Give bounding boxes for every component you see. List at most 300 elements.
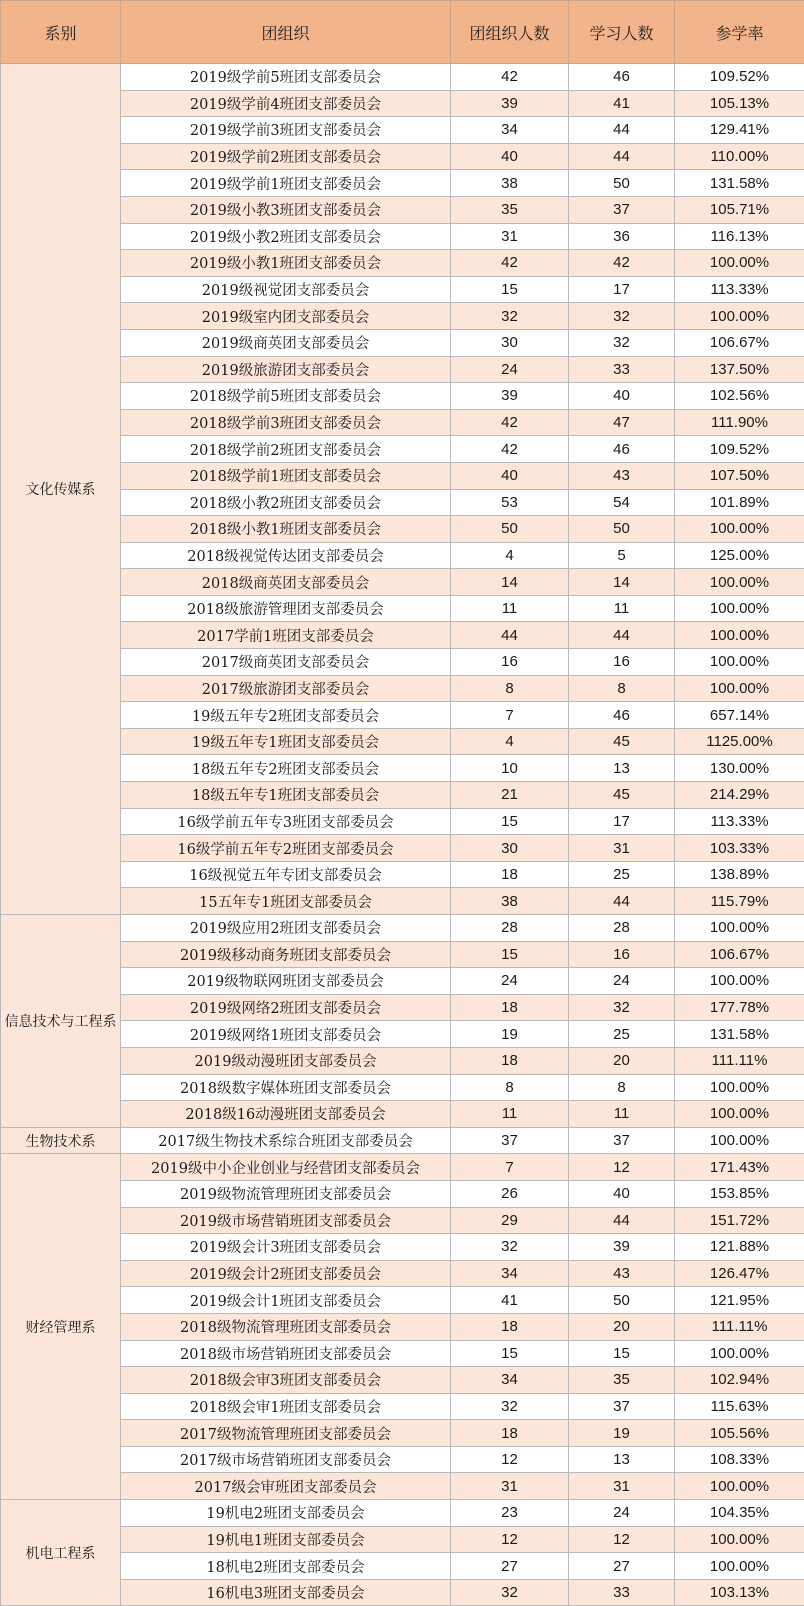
- rate-cell: 105.13%: [675, 90, 804, 117]
- table-row: [1, 915, 804, 942]
- org-count-cell: 18: [451, 861, 569, 888]
- org-count-cell: 34: [451, 1260, 569, 1287]
- table-row: [1, 1154, 804, 1181]
- study-count-cell: 24: [569, 968, 675, 995]
- study-count-cell: 44: [569, 888, 675, 915]
- org-name-cell: 2018级市场营销班团支部委员会: [121, 1340, 451, 1367]
- table-row: [1, 436, 804, 463]
- study-count-cell: 16: [569, 649, 675, 676]
- org-count-cell: 8: [451, 675, 569, 702]
- org-count-cell: 18: [451, 994, 569, 1021]
- rate-cell: 115.63%: [675, 1393, 804, 1420]
- org-name-cell: 2019级商英团支部委员会: [121, 329, 451, 356]
- rate-cell: 105.56%: [675, 1420, 804, 1447]
- study-count-cell: 13: [569, 755, 675, 782]
- study-count-cell: 35: [569, 1367, 675, 1394]
- study-count-cell: 50: [569, 170, 675, 197]
- table-row: [1, 1500, 804, 1527]
- dept-cell: 文化传媒系: [1, 64, 121, 915]
- study-count-cell: 31: [569, 835, 675, 862]
- org-name-cell: 15五年专1班团支部委员会: [121, 888, 451, 915]
- study-count-cell: 44: [569, 117, 675, 144]
- table-row: [1, 994, 804, 1021]
- rate-cell: 214.29%: [675, 782, 804, 809]
- table-row: [1, 276, 804, 303]
- rate-cell: 100.00%: [675, 1526, 804, 1553]
- org-name-cell: 2017级生物技术系综合班团支部委员会: [121, 1127, 451, 1154]
- rate-cell: 130.00%: [675, 755, 804, 782]
- table-row: [1, 941, 804, 968]
- table-row: [1, 489, 804, 516]
- rate-cell: 151.72%: [675, 1207, 804, 1234]
- org-count-cell: 31: [451, 223, 569, 250]
- header-rate: 参学率: [675, 1, 804, 64]
- org-name-cell: 16级视觉五年专团支部委员会: [121, 861, 451, 888]
- rate-cell: 100.00%: [675, 569, 804, 596]
- org-count-cell: 7: [451, 1154, 569, 1181]
- org-name-cell: 2019级网络2班团支部委员会: [121, 994, 451, 1021]
- rate-cell: 1125.00%: [675, 728, 804, 755]
- org-count-cell: 32: [451, 1579, 569, 1606]
- org-name-cell: 2019级网络1班团支部委员会: [121, 1021, 451, 1048]
- org-name-cell: 2018级小教1班团支部委员会: [121, 516, 451, 543]
- org-count-cell: 38: [451, 888, 569, 915]
- study-count-cell: 14: [569, 569, 675, 596]
- rate-cell: 113.33%: [675, 808, 804, 835]
- org-count-cell: 12: [451, 1526, 569, 1553]
- org-count-cell: 40: [451, 462, 569, 489]
- table-row: [1, 356, 804, 383]
- rate-cell: 109.52%: [675, 64, 804, 91]
- rate-cell: 106.67%: [675, 329, 804, 356]
- rate-cell: 100.00%: [675, 1074, 804, 1101]
- study-count-cell: 54: [569, 489, 675, 516]
- study-count-cell: 12: [569, 1154, 675, 1181]
- org-count-cell: 38: [451, 170, 569, 197]
- study-count-cell: 40: [569, 383, 675, 410]
- table-row: [1, 143, 804, 170]
- org-name-cell: 2019级应用2班团支部委员会: [121, 915, 451, 942]
- org-name-cell: 16级学前五年专2班团支部委员会: [121, 835, 451, 862]
- header-dept: 系别: [1, 1, 121, 64]
- table-row: [1, 1340, 804, 1367]
- table-row: [1, 595, 804, 622]
- table-row: [1, 782, 804, 809]
- study-count-cell: 17: [569, 808, 675, 835]
- table-row: [1, 250, 804, 277]
- org-name-cell: 2018级学前1班团支部委员会: [121, 462, 451, 489]
- table-row: [1, 622, 804, 649]
- rate-cell: 100.00%: [675, 250, 804, 277]
- study-count-cell: 8: [569, 1074, 675, 1101]
- org-name-cell: 2019级旅游团支部委员会: [121, 356, 451, 383]
- org-count-cell: 15: [451, 808, 569, 835]
- table-row: [1, 170, 804, 197]
- table-row: [1, 409, 804, 436]
- study-count-cell: 37: [569, 1393, 675, 1420]
- table-row: [1, 569, 804, 596]
- study-count-cell: 20: [569, 1313, 675, 1340]
- org-name-cell: 19机电1班团支部委员会: [121, 1526, 451, 1553]
- study-count-cell: 16: [569, 941, 675, 968]
- rate-cell: 102.56%: [675, 383, 804, 410]
- table-row: [1, 968, 804, 995]
- rate-cell: 108.33%: [675, 1446, 804, 1473]
- rate-cell: 171.43%: [675, 1154, 804, 1181]
- study-count-cell: 50: [569, 1287, 675, 1314]
- org-name-cell: 2019级会计3班团支部委员会: [121, 1234, 451, 1261]
- rate-cell: 101.89%: [675, 489, 804, 516]
- org-count-cell: 24: [451, 968, 569, 995]
- rate-cell: 153.85%: [675, 1180, 804, 1207]
- org-name-cell: 2017级物流管理班团支部委员会: [121, 1420, 451, 1447]
- table-row: [1, 861, 804, 888]
- org-name-cell: 2018级学前3班团支部委员会: [121, 409, 451, 436]
- study-count-cell: 24: [569, 1500, 675, 1527]
- org-name-cell: 2019级物联网班团支部委员会: [121, 968, 451, 995]
- org-name-cell: 2019级会计1班团支部委员会: [121, 1287, 451, 1314]
- study-count-cell: 39: [569, 1234, 675, 1261]
- org-name-cell: 2019级市场营销班团支部委员会: [121, 1207, 451, 1234]
- table-row: [1, 1127, 804, 1154]
- table-row: [1, 1287, 804, 1314]
- org-name-cell: 2017学前1班团支部委员会: [121, 622, 451, 649]
- table-row: [1, 1180, 804, 1207]
- table-body: [1, 64, 804, 1606]
- rate-cell: 105.71%: [675, 196, 804, 223]
- study-count-cell: 32: [569, 329, 675, 356]
- rate-cell: 100.00%: [675, 516, 804, 543]
- org-name-cell: 2017级会审班团支部委员会: [121, 1473, 451, 1500]
- org-name-cell: 16机电3班团支部委员会: [121, 1579, 451, 1606]
- org-count-cell: 30: [451, 329, 569, 356]
- org-count-cell: 12: [451, 1446, 569, 1473]
- rate-cell: 115.79%: [675, 888, 804, 915]
- rate-cell: 138.89%: [675, 861, 804, 888]
- rate-cell: 102.94%: [675, 1367, 804, 1394]
- table-row: [1, 1047, 804, 1074]
- table-row: [1, 1526, 804, 1553]
- table-row: [1, 1579, 804, 1606]
- study-count-cell: 17: [569, 276, 675, 303]
- org-count-cell: 19: [451, 1021, 569, 1048]
- table-row: [1, 808, 804, 835]
- study-count-cell: 15: [569, 1340, 675, 1367]
- org-name-cell: 2018级视觉传达团支部委员会: [121, 542, 451, 569]
- org-name-cell: 2018级会审3班团支部委员会: [121, 1367, 451, 1394]
- org-count-cell: 34: [451, 117, 569, 144]
- table-row: [1, 675, 804, 702]
- study-count-cell: 5: [569, 542, 675, 569]
- org-name-cell: 2017级商英团支部委员会: [121, 649, 451, 676]
- org-name-cell: 2019级会计2班团支部委员会: [121, 1260, 451, 1287]
- rate-cell: 111.90%: [675, 409, 804, 436]
- rate-cell: 107.50%: [675, 462, 804, 489]
- table-row: [1, 383, 804, 410]
- org-name-cell: 2019级学前3班团支部委员会: [121, 117, 451, 144]
- rate-cell: 100.00%: [675, 915, 804, 942]
- table-row: [1, 516, 804, 543]
- study-count-cell: 8: [569, 675, 675, 702]
- org-name-cell: 2019级移动商务班团支部委员会: [121, 941, 451, 968]
- rate-cell: 109.52%: [675, 436, 804, 463]
- rate-cell: 131.58%: [675, 170, 804, 197]
- org-count-cell: 41: [451, 1287, 569, 1314]
- dept-cell: 机电工程系: [1, 1500, 121, 1606]
- rate-cell: 103.33%: [675, 835, 804, 862]
- org-name-cell: 18级五年专2班团支部委员会: [121, 755, 451, 782]
- org-count-cell: 37: [451, 1127, 569, 1154]
- table-row: [1, 1420, 804, 1447]
- org-count-cell: 11: [451, 1101, 569, 1128]
- org-name-cell: 2018级数字媒体班团支部委员会: [121, 1074, 451, 1101]
- org-count-cell: 42: [451, 250, 569, 277]
- org-name-cell: 18机电2班团支部委员会: [121, 1553, 451, 1580]
- org-count-cell: 29: [451, 1207, 569, 1234]
- org-name-cell: 18级五年专1班团支部委员会: [121, 782, 451, 809]
- org-name-cell: 2018级16动漫班团支部委员会: [121, 1101, 451, 1128]
- study-count-cell: 50: [569, 516, 675, 543]
- org-name-cell: 2019级室内团支部委员会: [121, 303, 451, 330]
- org-count-cell: 50: [451, 516, 569, 543]
- org-name-cell: 2019级视觉团支部委员会: [121, 276, 451, 303]
- org-count-cell: 11: [451, 595, 569, 622]
- study-count-cell: 37: [569, 1127, 675, 1154]
- table-row: [1, 888, 804, 915]
- table-row: [1, 329, 804, 356]
- org-name-cell: 2019级学前2班团支部委员会: [121, 143, 451, 170]
- org-name-cell: 2019级中小企业创业与经营团支部委员会: [121, 1154, 451, 1181]
- org-count-cell: 42: [451, 409, 569, 436]
- org-count-cell: 32: [451, 1393, 569, 1420]
- org-name-cell: 19机电2班团支部委员会: [121, 1500, 451, 1527]
- org-count-cell: 30: [451, 835, 569, 862]
- dept-cell: 生物技术系: [1, 1127, 121, 1154]
- study-count-cell: 43: [569, 1260, 675, 1287]
- study-count-cell: 44: [569, 622, 675, 649]
- org-count-cell: 14: [451, 569, 569, 596]
- table-row: [1, 90, 804, 117]
- study-count-cell: 32: [569, 994, 675, 1021]
- org-count-cell: 24: [451, 356, 569, 383]
- org-name-cell: 2018级商英团支部委员会: [121, 569, 451, 596]
- table-row: [1, 702, 804, 729]
- study-count-cell: 33: [569, 1579, 675, 1606]
- rate-cell: 100.00%: [675, 595, 804, 622]
- rate-cell: 113.33%: [675, 276, 804, 303]
- org-count-cell: 26: [451, 1180, 569, 1207]
- org-count-cell: 4: [451, 728, 569, 755]
- org-name-cell: 2019级小教3班团支部委员会: [121, 196, 451, 223]
- org-name-cell: 19级五年专2班团支部委员会: [121, 702, 451, 729]
- rate-cell: 100.00%: [675, 968, 804, 995]
- org-name-cell: 2018级旅游管理团支部委员会: [121, 595, 451, 622]
- org-count-cell: 21: [451, 782, 569, 809]
- table-row: [1, 1101, 804, 1128]
- org-name-cell: 2019级学前5班团支部委员会: [121, 64, 451, 91]
- rate-cell: 116.13%: [675, 223, 804, 250]
- table-row: [1, 1021, 804, 1048]
- org-count-cell: 16: [451, 649, 569, 676]
- org-name-cell: 2018级学前2班团支部委员会: [121, 436, 451, 463]
- org-name-cell: 2019级小教1班团支部委员会: [121, 250, 451, 277]
- org-count-cell: 42: [451, 436, 569, 463]
- dept-cell: 财经管理系: [1, 1154, 121, 1500]
- table-row: [1, 755, 804, 782]
- org-count-cell: 32: [451, 1234, 569, 1261]
- rate-cell: 121.95%: [675, 1287, 804, 1314]
- rate-cell: 137.50%: [675, 356, 804, 383]
- org-count-cell: 35: [451, 196, 569, 223]
- org-name-cell: 2018级物流管理班团支部委员会: [121, 1313, 451, 1340]
- study-count-cell: 33: [569, 356, 675, 383]
- rate-cell: 111.11%: [675, 1047, 804, 1074]
- table-row: [1, 1207, 804, 1234]
- study-count-cell: 46: [569, 64, 675, 91]
- study-count-cell: 45: [569, 728, 675, 755]
- table-row: [1, 542, 804, 569]
- rate-cell: 110.00%: [675, 143, 804, 170]
- org-count-cell: 44: [451, 622, 569, 649]
- rate-cell: 657.14%: [675, 702, 804, 729]
- rate-cell: 100.00%: [675, 1340, 804, 1367]
- org-count-cell: 18: [451, 1047, 569, 1074]
- rate-cell: 100.00%: [675, 1127, 804, 1154]
- table-row: [1, 1446, 804, 1473]
- org-count-cell: 7: [451, 702, 569, 729]
- org-count-cell: 42: [451, 64, 569, 91]
- study-count-cell: 11: [569, 595, 675, 622]
- rate-cell: 103.13%: [675, 1579, 804, 1606]
- org-name-cell: 2017级市场营销班团支部委员会: [121, 1446, 451, 1473]
- rate-cell: 100.00%: [675, 1101, 804, 1128]
- org-name-cell: 2018级小教2班团支部委员会: [121, 489, 451, 516]
- rate-cell: 129.41%: [675, 117, 804, 144]
- table-row: [1, 835, 804, 862]
- table-row: [1, 462, 804, 489]
- org-count-cell: 39: [451, 90, 569, 117]
- org-name-cell: 19级五年专1班团支部委员会: [121, 728, 451, 755]
- org-count-cell: 10: [451, 755, 569, 782]
- rate-cell: 106.67%: [675, 941, 804, 968]
- study-count-cell: 32: [569, 303, 675, 330]
- rate-cell: 100.00%: [675, 303, 804, 330]
- study-count-cell: 31: [569, 1473, 675, 1500]
- rate-cell: 177.78%: [675, 994, 804, 1021]
- table-row: [1, 1313, 804, 1340]
- org-count-cell: 15: [451, 941, 569, 968]
- study-count-cell: 47: [569, 409, 675, 436]
- table-row: [1, 1234, 804, 1261]
- study-count-cell: 42: [569, 250, 675, 277]
- study-count-cell: 43: [569, 462, 675, 489]
- study-count-cell: 41: [569, 90, 675, 117]
- header-org: 团组织: [121, 1, 451, 64]
- rate-cell: 125.00%: [675, 542, 804, 569]
- table-row: [1, 117, 804, 144]
- table-row: [1, 64, 804, 91]
- study-count-cell: 13: [569, 1446, 675, 1473]
- study-count-cell: 20: [569, 1047, 675, 1074]
- org-name-cell: 2019级学前1班团支部委员会: [121, 170, 451, 197]
- org-count-cell: 18: [451, 1420, 569, 1447]
- header-study-count: 学习人数: [569, 1, 675, 64]
- org-name-cell: 2019级动漫班团支部委员会: [121, 1047, 451, 1074]
- study-count-cell: 46: [569, 702, 675, 729]
- study-count-cell: 46: [569, 436, 675, 463]
- rate-cell: 100.00%: [675, 1553, 804, 1580]
- rate-cell: 100.00%: [675, 675, 804, 702]
- org-count-cell: 31: [451, 1473, 569, 1500]
- rate-cell: 121.88%: [675, 1234, 804, 1261]
- dept-cell: 信息技术与工程系: [1, 915, 121, 1128]
- org-name-cell: 2018级学前5班团支部委员会: [121, 383, 451, 410]
- study-count-cell: 11: [569, 1101, 675, 1128]
- study-count-cell: 25: [569, 1021, 675, 1048]
- rate-cell: 100.00%: [675, 1473, 804, 1500]
- rate-cell: 104.35%: [675, 1500, 804, 1527]
- org-name-cell: 2018级会审1班团支部委员会: [121, 1393, 451, 1420]
- org-count-cell: 18: [451, 1313, 569, 1340]
- org-count-cell: 23: [451, 1500, 569, 1527]
- study-count-cell: 44: [569, 143, 675, 170]
- study-count-cell: 19: [569, 1420, 675, 1447]
- org-count-cell: 4: [451, 542, 569, 569]
- rate-cell: 126.47%: [675, 1260, 804, 1287]
- study-count-cell: 44: [569, 1207, 675, 1234]
- study-count-cell: 36: [569, 223, 675, 250]
- org-count-cell: 15: [451, 276, 569, 303]
- table-row: [1, 1367, 804, 1394]
- org-count-cell: 53: [451, 489, 569, 516]
- table-row: [1, 1260, 804, 1287]
- rate-cell: 100.00%: [675, 649, 804, 676]
- org-count-cell: 28: [451, 915, 569, 942]
- study-count-cell: 27: [569, 1553, 675, 1580]
- table-row: [1, 728, 804, 755]
- table-row: [1, 1473, 804, 1500]
- table-row: [1, 223, 804, 250]
- study-count-cell: 37: [569, 196, 675, 223]
- org-name-cell: 16级学前五年专3班团支部委员会: [121, 808, 451, 835]
- table-row: [1, 1393, 804, 1420]
- org-name-cell: 2019级小教2班团支部委员会: [121, 223, 451, 250]
- org-name-cell: 2017级旅游团支部委员会: [121, 675, 451, 702]
- org-count-cell: 39: [451, 383, 569, 410]
- org-count-cell: 40: [451, 143, 569, 170]
- table-row: [1, 303, 804, 330]
- header-row: [1, 1, 804, 64]
- org-count-cell: 32: [451, 303, 569, 330]
- study-count-cell: 45: [569, 782, 675, 809]
- header-org-count: 团组织人数: [451, 1, 569, 64]
- study-count-cell: 12: [569, 1526, 675, 1553]
- study-count-cell: 40: [569, 1180, 675, 1207]
- org-count-cell: 8: [451, 1074, 569, 1101]
- org-name-cell: 2019级学前4班团支部委员会: [121, 90, 451, 117]
- study-count-cell: 25: [569, 861, 675, 888]
- rate-cell: 111.11%: [675, 1313, 804, 1340]
- study-count-cell: 28: [569, 915, 675, 942]
- table-row: [1, 1553, 804, 1580]
- org-name-cell: 2019级物流管理班团支部委员会: [121, 1180, 451, 1207]
- org-count-cell: 27: [451, 1553, 569, 1580]
- rate-cell: 131.58%: [675, 1021, 804, 1048]
- rate-cell: 100.00%: [675, 622, 804, 649]
- table-row: [1, 1074, 804, 1101]
- org-count-cell: 34: [451, 1367, 569, 1394]
- table-row: [1, 196, 804, 223]
